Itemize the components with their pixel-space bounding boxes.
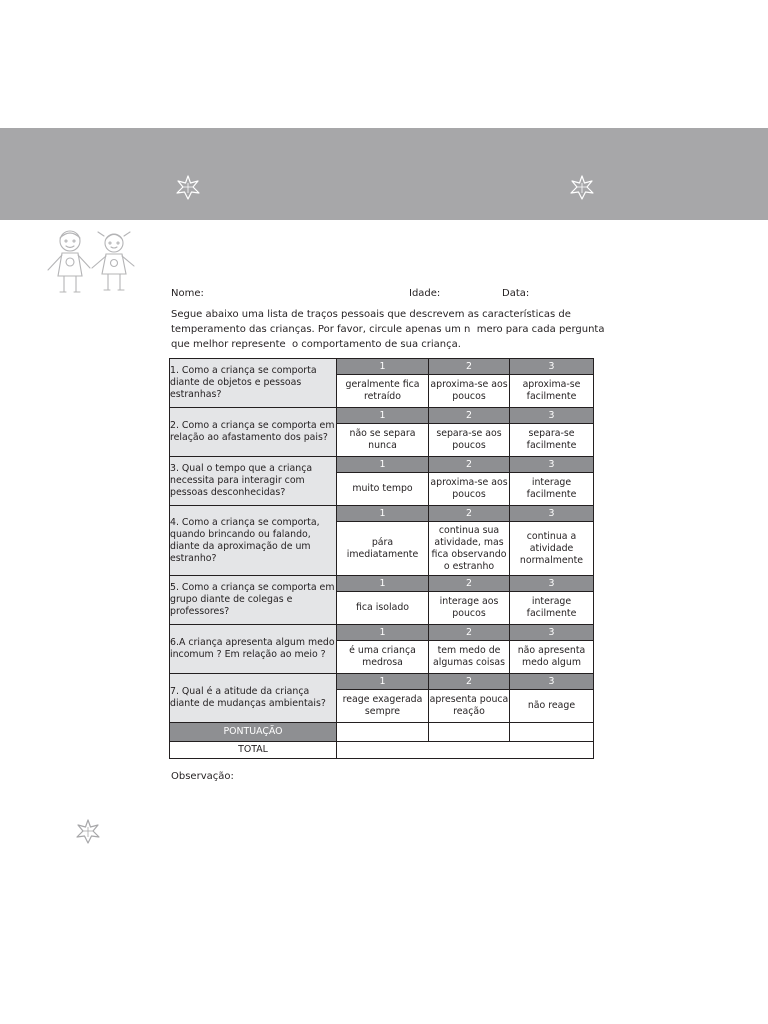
answer-option[interactable]: aproxima-se aos poucos <box>429 375 510 408</box>
answer-number[interactable]: 1 <box>337 408 429 424</box>
answer-option[interactable]: não reage <box>510 690 594 723</box>
question-number-row <box>170 457 594 473</box>
answer-option[interactable]: aproxima-se aos poucos <box>429 473 510 506</box>
question-text: 1. Como a criança se comporta diante de objetos e pessoas estranhas? <box>170 359 337 408</box>
answer-option[interactable]: continua a atividade normalmente <box>510 522 594 576</box>
children-illustration <box>42 226 142 298</box>
answer-number[interactable]: 1 <box>337 576 429 592</box>
score-cell[interactable] <box>429 723 510 742</box>
answer-number[interactable]: 1 <box>337 625 429 641</box>
answer-number[interactable]: 2 <box>429 506 510 522</box>
name-label: Nome: <box>171 288 204 299</box>
date-label: Data: <box>502 288 530 299</box>
answer-number[interactable]: 1 <box>337 674 429 690</box>
questionnaire-table <box>169 358 594 759</box>
answer-option[interactable]: continua sua atividade, mas fica observando o estranho <box>429 522 510 576</box>
question-number-row <box>170 674 594 690</box>
answer-option[interactable]: apresenta pouca reação <box>429 690 510 723</box>
answer-number[interactable]: 3 <box>510 457 594 473</box>
answer-option[interactable]: aproxima-se facilmente <box>510 375 594 408</box>
answer-number[interactable]: 3 <box>510 674 594 690</box>
answer-number[interactable]: 2 <box>429 359 510 375</box>
answer-option[interactable]: é uma criança medrosa <box>337 641 429 674</box>
answer-option[interactable]: reage exagerada sempre <box>337 690 429 723</box>
question-text: 6.A criança apresenta algum medo incomum ? Em relação ao meio ? <box>170 625 337 674</box>
observation-label: Observação: <box>171 771 234 782</box>
answer-number[interactable]: 2 <box>429 457 510 473</box>
age-label: Idade: <box>409 288 441 299</box>
score-cell[interactable] <box>510 723 594 742</box>
answer-number[interactable]: 1 <box>337 359 429 375</box>
instruction-line: Segue abaixo uma lista de traços pessoais que descrevem as características de <box>171 309 571 320</box>
question-number-row <box>170 408 594 424</box>
question-text: 7. Qual é a atitude da criança diante de mudanças ambientais? <box>170 674 337 723</box>
answer-number[interactable]: 3 <box>510 359 594 375</box>
instruction-line: que melhor represente o comportamento de sua criança. <box>171 339 461 350</box>
header-banner <box>0 128 768 220</box>
answer-option[interactable]: muito tempo <box>337 473 429 506</box>
answer-option[interactable]: não apresenta medo algum <box>510 641 594 674</box>
answer-number[interactable]: 3 <box>510 625 594 641</box>
flower-icon <box>72 816 104 846</box>
question-number-row <box>170 576 594 592</box>
answer-option[interactable]: separa-se facilmente <box>510 424 594 457</box>
flower-icon <box>172 172 204 202</box>
score-label: PONTUAÇÃO <box>170 723 337 742</box>
answer-number[interactable]: 3 <box>510 506 594 522</box>
question-number-row <box>170 359 594 375</box>
question-text: 2. Como a criança se comporta em relação ao afastamento dos pais? <box>170 408 337 457</box>
answer-number[interactable]: 3 <box>510 576 594 592</box>
score-row <box>170 723 594 742</box>
total-cell[interactable] <box>337 742 594 759</box>
question-text: 3. Qual o tempo que a criança necessita para interagir com pessoas desconhecidas? <box>170 457 337 506</box>
answer-number[interactable]: 2 <box>429 408 510 424</box>
answer-option[interactable]: interage aos poucos <box>429 592 510 625</box>
answer-option[interactable]: fica isolado <box>337 592 429 625</box>
instruction-line: temperamento das crianças. Por favor, circule apenas um n mero para cada pergunta <box>171 324 605 335</box>
flower-icon <box>566 172 598 202</box>
answer-number[interactable]: 2 <box>429 674 510 690</box>
question-number-row <box>170 625 594 641</box>
answer-number[interactable]: 1 <box>337 457 429 473</box>
question-number-row <box>170 506 594 522</box>
answer-number[interactable]: 3 <box>510 408 594 424</box>
answer-number[interactable]: 2 <box>429 625 510 641</box>
question-text: 5. Como a criança se comporta em grupo diante de colegas e professores? <box>170 576 337 625</box>
answer-option[interactable]: interage facilmente <box>510 592 594 625</box>
answer-number[interactable]: 1 <box>337 506 429 522</box>
question-text: 4. Como a criança se comporta, quando brincando ou falando, diante da aproximação de um estranho? <box>170 506 337 576</box>
answer-number[interactable]: 2 <box>429 576 510 592</box>
answer-option[interactable]: separa-se aos poucos <box>429 424 510 457</box>
total-row <box>170 742 594 759</box>
answer-option[interactable]: interage facilmente <box>510 473 594 506</box>
total-label: TOTAL <box>170 742 337 759</box>
instructions <box>171 307 605 352</box>
answer-option[interactable]: pára imediatamente <box>337 522 429 576</box>
answer-option[interactable]: geralmente fica retraído <box>337 375 429 408</box>
answer-option[interactable]: tem medo de algumas coisas <box>429 641 510 674</box>
score-cell[interactable] <box>337 723 429 742</box>
answer-option[interactable]: não se separa nunca <box>337 424 429 457</box>
